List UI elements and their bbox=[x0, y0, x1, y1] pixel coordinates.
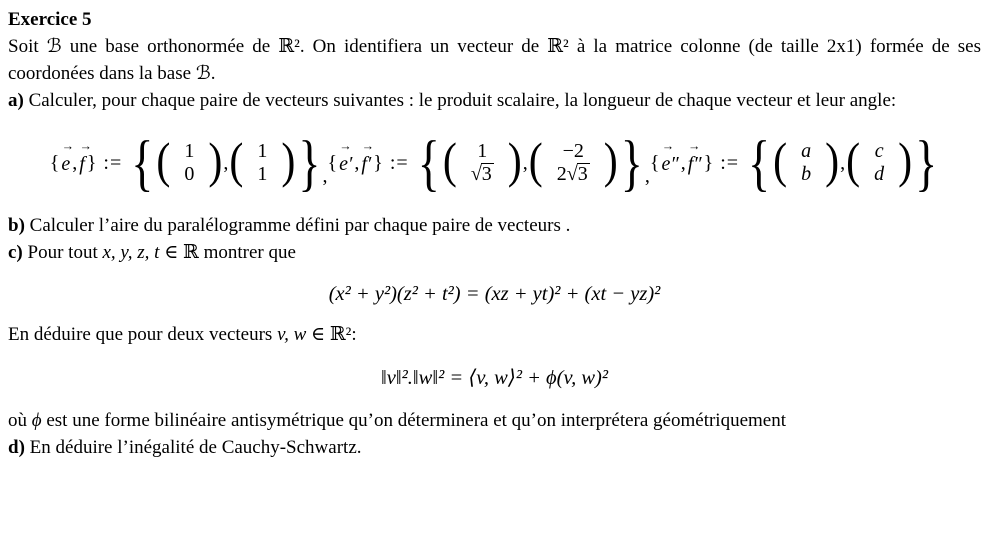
deduce-variables: v, w bbox=[277, 323, 307, 345]
comma: , bbox=[840, 151, 846, 174]
item-a-text: Calculer, pour chaque paire de vecteurs suivantes : le produit scalaire, la longueur de chaque vecteur et leur angle: bbox=[23, 89, 897, 111]
assign-symbol: := bbox=[103, 151, 123, 174]
item-d-label: d) bbox=[8, 436, 25, 458]
phi-line bbox=[8, 408, 981, 435]
phi-post: est une forme bilinéaire antisymétrique qu’on déterminera et qu’on interprétera géométriquement bbox=[41, 410, 786, 431]
comma: , bbox=[680, 151, 686, 174]
comma: , bbox=[72, 151, 78, 174]
matrix bbox=[229, 134, 296, 189]
close-brace: } bbox=[373, 151, 383, 174]
matrix-cell: d bbox=[874, 162, 885, 185]
item-d-text: En déduire l’inégalité de Cauchy-Schwartz. bbox=[24, 436, 362, 458]
close-brace: } bbox=[86, 151, 97, 174]
big-close-brace: } bbox=[915, 128, 938, 198]
matrix-cell: −2 bbox=[562, 140, 584, 163]
vector-pairs-equation bbox=[8, 121, 981, 205]
open-brace: { bbox=[49, 151, 60, 174]
close-brace: } bbox=[703, 151, 714, 174]
phi-pre: où bbox=[8, 410, 32, 431]
vector-f-prime: f′ → bbox=[361, 148, 371, 178]
vector-e-prime: e′ → bbox=[339, 148, 352, 178]
identity-equation: (x² + y²)(z² + t²) = (xz + yt)² + (xt − yz)² bbox=[328, 282, 661, 305]
item-a bbox=[8, 88, 981, 115]
sqrt-arg: 3 bbox=[577, 162, 588, 185]
left-paren: ( bbox=[528, 134, 543, 189]
sqrt-sign: √ bbox=[470, 162, 482, 185]
matrix-cell bbox=[471, 163, 494, 185]
comma: , bbox=[522, 151, 528, 174]
matrix-cell bbox=[557, 163, 590, 185]
left-paren: ( bbox=[846, 134, 861, 189]
left-paren: ( bbox=[773, 134, 788, 189]
matrix-cell: 1 bbox=[257, 140, 268, 163]
item-c bbox=[8, 240, 981, 267]
item-c-label: c) bbox=[8, 241, 23, 263]
matrix-cell: 1 bbox=[184, 140, 195, 163]
vector-e-doubleprime: e″ → bbox=[661, 148, 678, 178]
deduce-pre: En déduire que pour deux vecteurs bbox=[8, 323, 278, 345]
left-paren: ( bbox=[229, 134, 244, 189]
item-b-text: Calculer l’aire du paralélogramme défini par chaque paire de vecteurs . bbox=[24, 214, 571, 236]
item-c-post: ∈ ℝ montrer que bbox=[159, 241, 296, 263]
sqrt-arg: 3 bbox=[481, 162, 492, 185]
left-paren: ( bbox=[442, 134, 457, 189]
sqrt-sign: √ bbox=[566, 162, 578, 185]
item-d bbox=[8, 435, 981, 462]
comma: , bbox=[223, 151, 229, 174]
comma: , bbox=[354, 151, 360, 174]
matrix bbox=[846, 134, 913, 189]
right-paren: ) bbox=[281, 134, 296, 189]
deduce-line bbox=[8, 322, 981, 349]
matrix bbox=[773, 134, 840, 189]
item-c-pre: Pour tout bbox=[22, 241, 103, 263]
matrix-cell: b bbox=[801, 162, 812, 185]
matrix bbox=[528, 134, 618, 189]
open-brace: { bbox=[327, 151, 338, 174]
vector-e: e → bbox=[61, 148, 70, 178]
phi-symbol: ϕ bbox=[31, 410, 42, 431]
exercise-title: Exercice 5 bbox=[8, 9, 92, 30]
matrix bbox=[442, 134, 522, 189]
item-c-variables: x, y, z, t bbox=[102, 241, 160, 263]
item-b bbox=[8, 213, 981, 240]
sqrt-coeff: 2 bbox=[556, 162, 567, 185]
comma: , bbox=[322, 165, 328, 188]
deduce-post: ∈ ℝ²: bbox=[306, 323, 357, 345]
big-open-brace: { bbox=[131, 128, 154, 198]
vector-f-doubleprime: f″ → bbox=[688, 148, 702, 178]
assign-symbol: := bbox=[720, 151, 740, 174]
big-close-brace: } bbox=[620, 128, 643, 198]
matrix-cell: a bbox=[801, 140, 812, 163]
right-paren: ) bbox=[208, 134, 223, 189]
open-brace: { bbox=[649, 151, 660, 174]
norms-equation: ‖v‖².‖w‖² = ⟨v, w⟩² + ϕ(v, w)² bbox=[381, 366, 608, 389]
item-b-label: b) bbox=[8, 214, 25, 236]
assign-symbol: := bbox=[389, 151, 409, 174]
matrix-cell: 1 bbox=[477, 140, 488, 163]
right-paren: ) bbox=[825, 134, 840, 189]
left-paren: ( bbox=[156, 134, 171, 189]
big-open-brace: { bbox=[748, 128, 771, 198]
matrix-cell: 1 bbox=[257, 162, 268, 185]
big-close-brace: } bbox=[298, 128, 321, 198]
matrix-cell: c bbox=[874, 140, 884, 163]
matrix-cell: 0 bbox=[184, 162, 195, 185]
vector-f: f → bbox=[79, 148, 85, 178]
matrix bbox=[156, 134, 223, 189]
right-paren: ) bbox=[898, 134, 913, 189]
intro-paragraph: Soit ℬ une base orthonormée de ℝ². On identifiera un vecteur de ℝ² à la matrice colonne (de taille 2x1) formée de ses coordonées dans la base ℬ. bbox=[8, 35, 981, 84]
right-paren: ) bbox=[507, 134, 522, 189]
comma: , bbox=[644, 165, 650, 188]
item-a-label: a) bbox=[8, 89, 24, 111]
right-paren: ) bbox=[603, 134, 618, 189]
big-open-brace: { bbox=[417, 128, 440, 198]
